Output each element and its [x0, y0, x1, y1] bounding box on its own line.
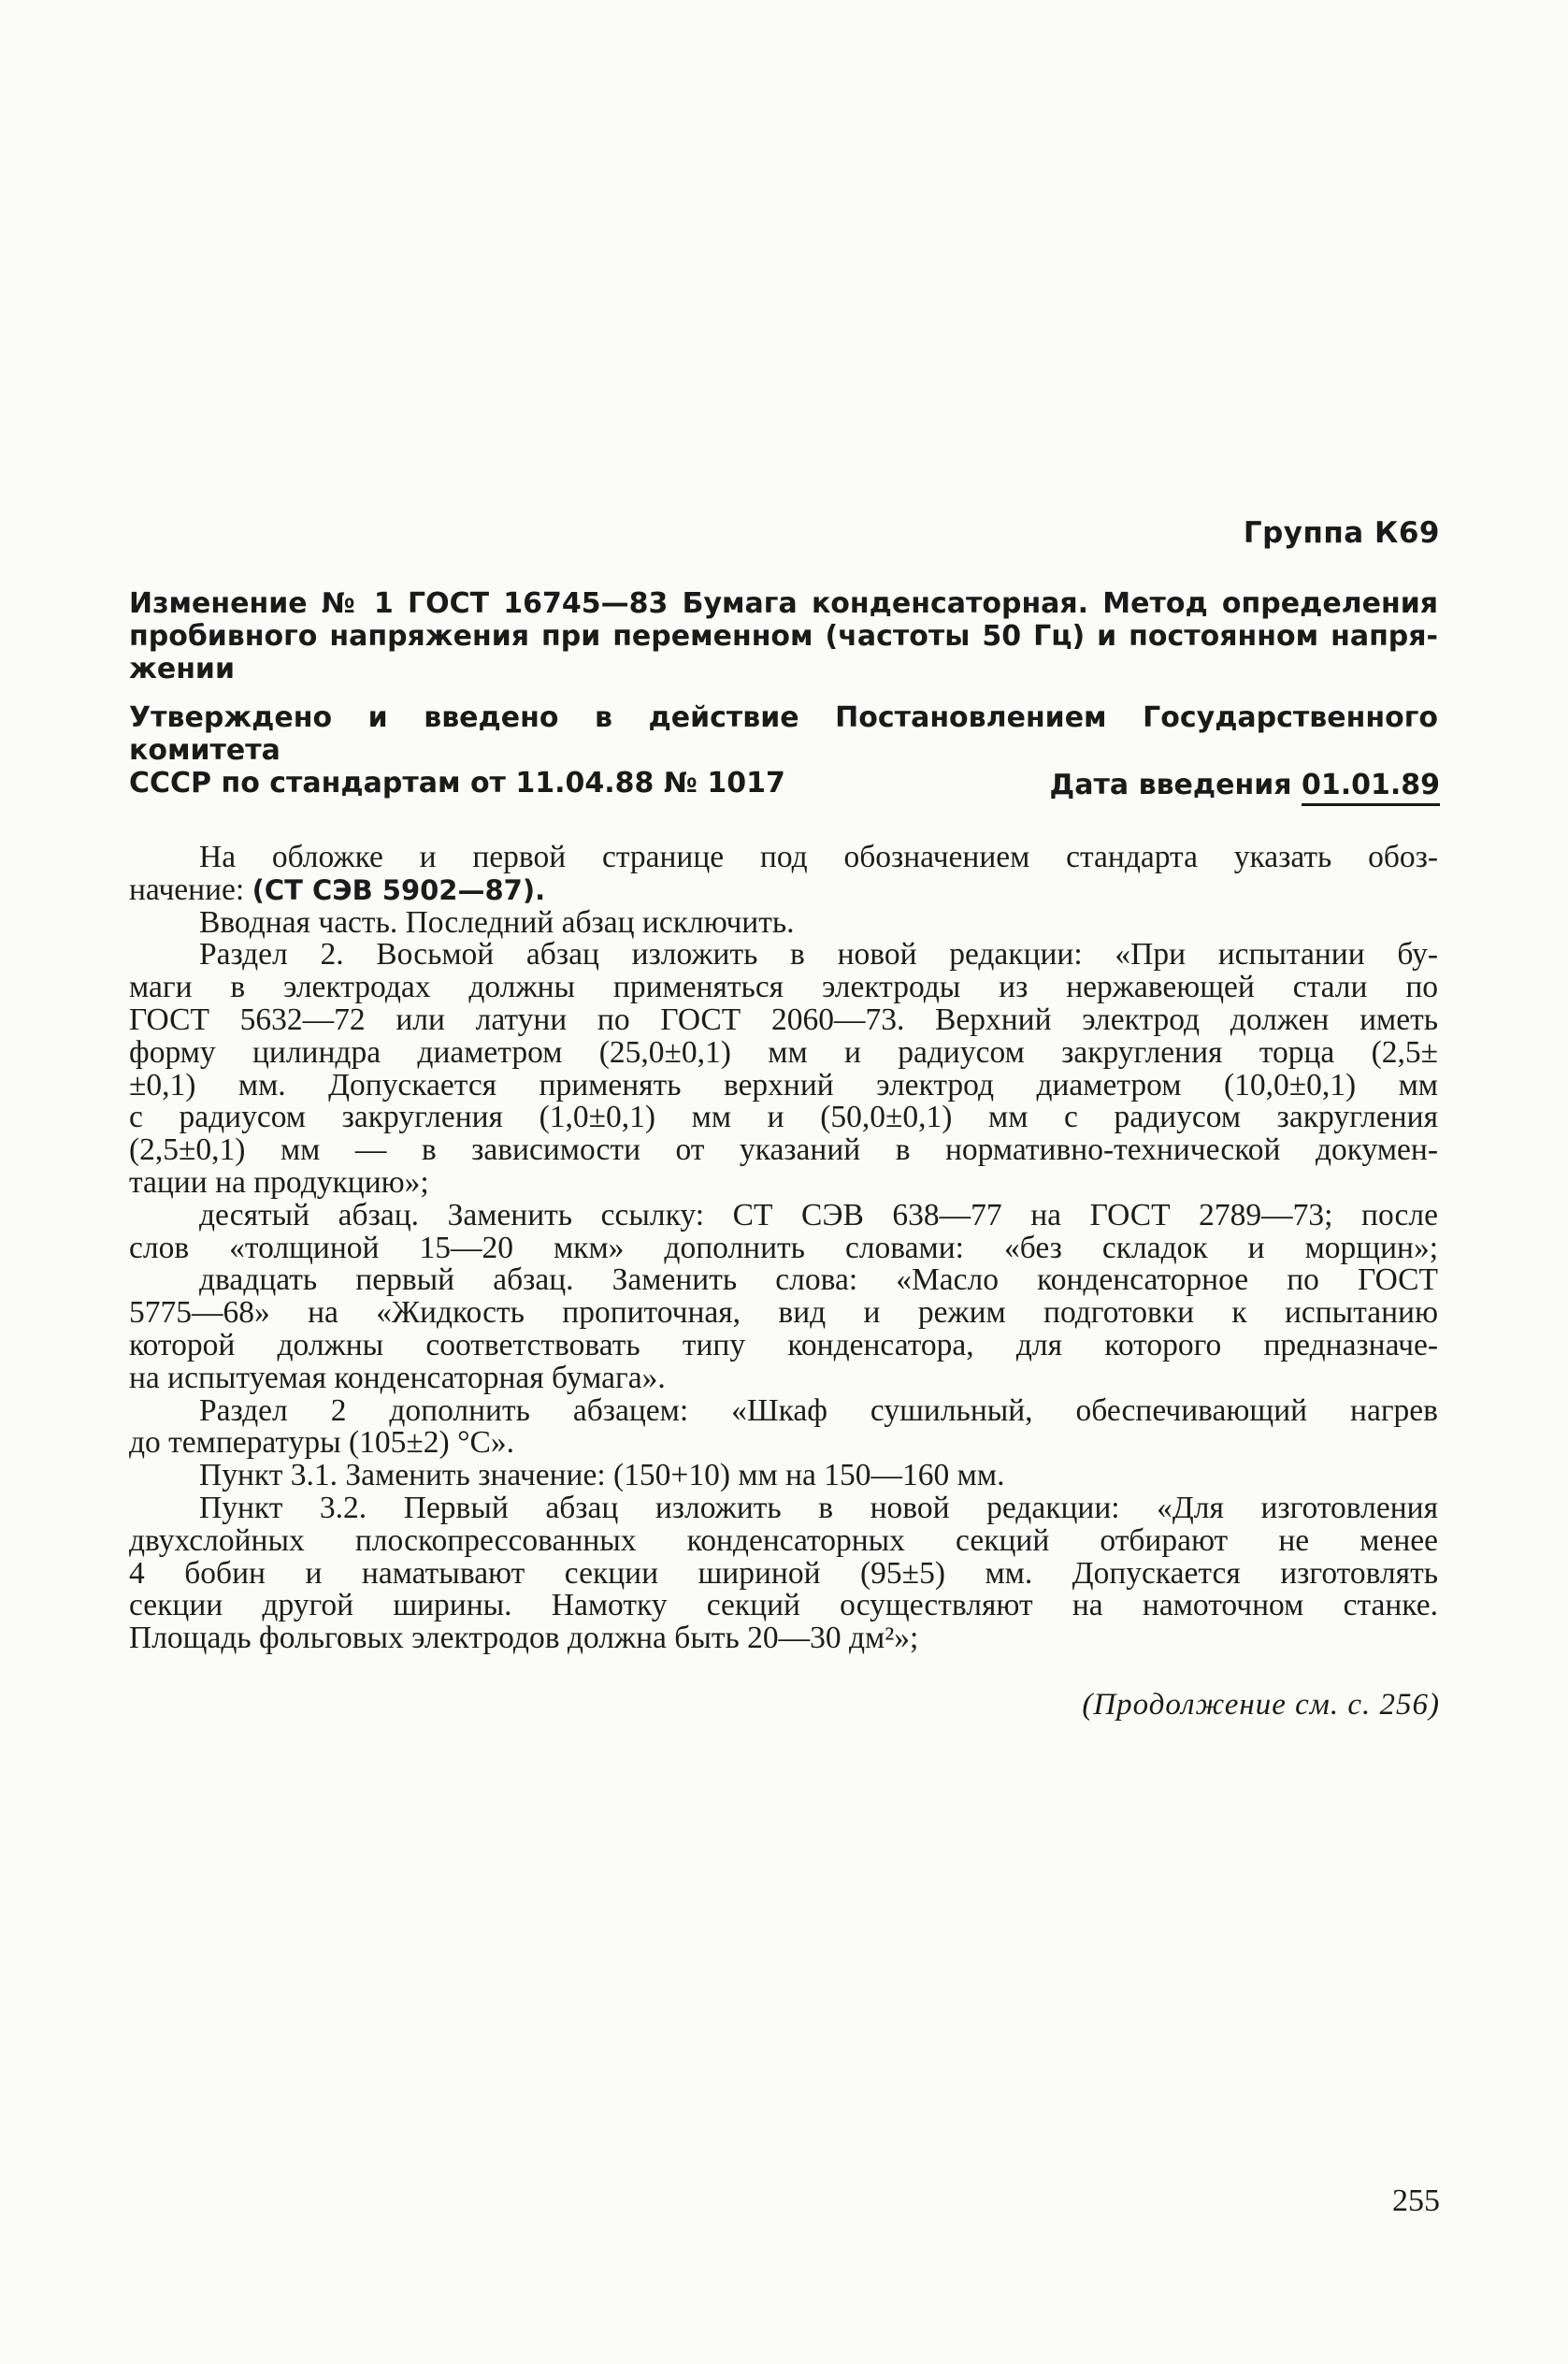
- body-line: на испытуемая конденсаторная бумага».: [129, 1360, 666, 1395]
- body-line: ±0,1) мм. Допускается применять верхний электрод диаметром (10,0±0,1) мм: [129, 1067, 1438, 1103]
- body-line: Раздел 2 дополнить абзацем: «Шкаф сушильный, обеспечивающий нагрев: [199, 1392, 1438, 1428]
- approval-line: Утверждено и введено в действие Постановлением Государственного комитета: [129, 701, 1438, 767]
- continuation-note: (Продолжение см. с. 256): [1082, 1688, 1440, 1722]
- body-line: с радиусом закругления (1,0±0,1) мм и (50,0±0,1) мм с радиусом закругления: [129, 1100, 1438, 1135]
- body-line: секции другой ширины. Намотку секций осуществляют на намоточном станке.: [129, 1588, 1438, 1623]
- body-line: Площадь фольговых электродов должна быть 20—30 дм²»;: [129, 1621, 919, 1656]
- effective-date: [935, 769, 1440, 801]
- body-line: слов «толщиной 15—20 мкм» дополнить словами: «без складок и морщин»;: [129, 1230, 1438, 1265]
- title-line: пробивного напряжения при переменном (частоты 50 Гц) и постоянном напря-: [129, 620, 1438, 653]
- body-line: тации на продукцию»;: [129, 1164, 429, 1200]
- standard-reference: (СТ СЭВ 5902—87).: [252, 873, 546, 906]
- body-line: двухслойных плоскопрессованных конденсаторных секций отбирают не менее: [129, 1522, 1438, 1558]
- effective-date-value: 01.01.89: [1302, 769, 1440, 806]
- group-code: Группа К69: [1243, 516, 1440, 550]
- amendment-body: [129, 842, 1438, 1655]
- body-line: Вводная часть. Последний абзац исключить.: [199, 904, 795, 940]
- body-line: двадцать первый абзац. Заменить слова: «Масло конденсаторное по ГОСТ: [199, 1262, 1438, 1298]
- body-line: 4 бобин и наматывают секции шириной (95±5) мм. Допускается изготовлять: [129, 1555, 1438, 1591]
- body-line-text: начение:: [129, 872, 245, 907]
- body-line: до температуры (105±2) °С».: [129, 1425, 514, 1461]
- title-line: Изменение № 1 ГОСТ 16745—83 Бумага конденсаторная. Метод определения: [129, 587, 1438, 620]
- body-line: форму цилиндра диаметром (25,0±0,1) мм и радиусом закругления торца (2,5±: [129, 1034, 1438, 1070]
- body-line: [129, 874, 1438, 907]
- body-line: маги в электродах должны применяться электроды из нержавеющей стали по: [129, 970, 1438, 1005]
- approval-line: СССР по стандартам от 11.04.88 № 1017: [129, 767, 785, 800]
- body-line: Раздел 2. Восьмой абзац изложить в новой редакции: «При испытании бу-: [199, 937, 1438, 973]
- effective-date-label: Дата введения: [1049, 769, 1292, 801]
- page-number: 255: [1392, 2184, 1440, 2218]
- body-line: десятый абзац. Заменить ссылку: СТ СЭВ 638—77 на ГОСТ 2789—73; после: [199, 1197, 1438, 1232]
- body-line: Пункт 3.1. Заменить значение: (150+10) мм на 150—160 мм.: [199, 1458, 1005, 1493]
- body-line: 5775—68» на «Жидкость пропиточная, вид и режим подготовки к испытанию: [129, 1295, 1438, 1331]
- body-line: которой должны соответствовать типу конденсатора, для которого предназначе-: [129, 1327, 1438, 1362]
- body-line: ГОСТ 5632—72 или латуни по ГОСТ 2060—73. Верхний электрод должен иметь: [129, 1002, 1438, 1037]
- amendment-title: [129, 587, 1438, 685]
- body-line: Пункт 3.2. Первый абзац изложить в новой редакции: «Для изготовления: [199, 1490, 1438, 1525]
- body-line: На обложке и первой странице под обозначением стандарта указать обоз-: [199, 840, 1438, 874]
- title-line: жении: [129, 653, 235, 685]
- body-line: (2,5±0,1) мм — в зависимости от указаний в нормативно-технической докумен-: [129, 1132, 1438, 1168]
